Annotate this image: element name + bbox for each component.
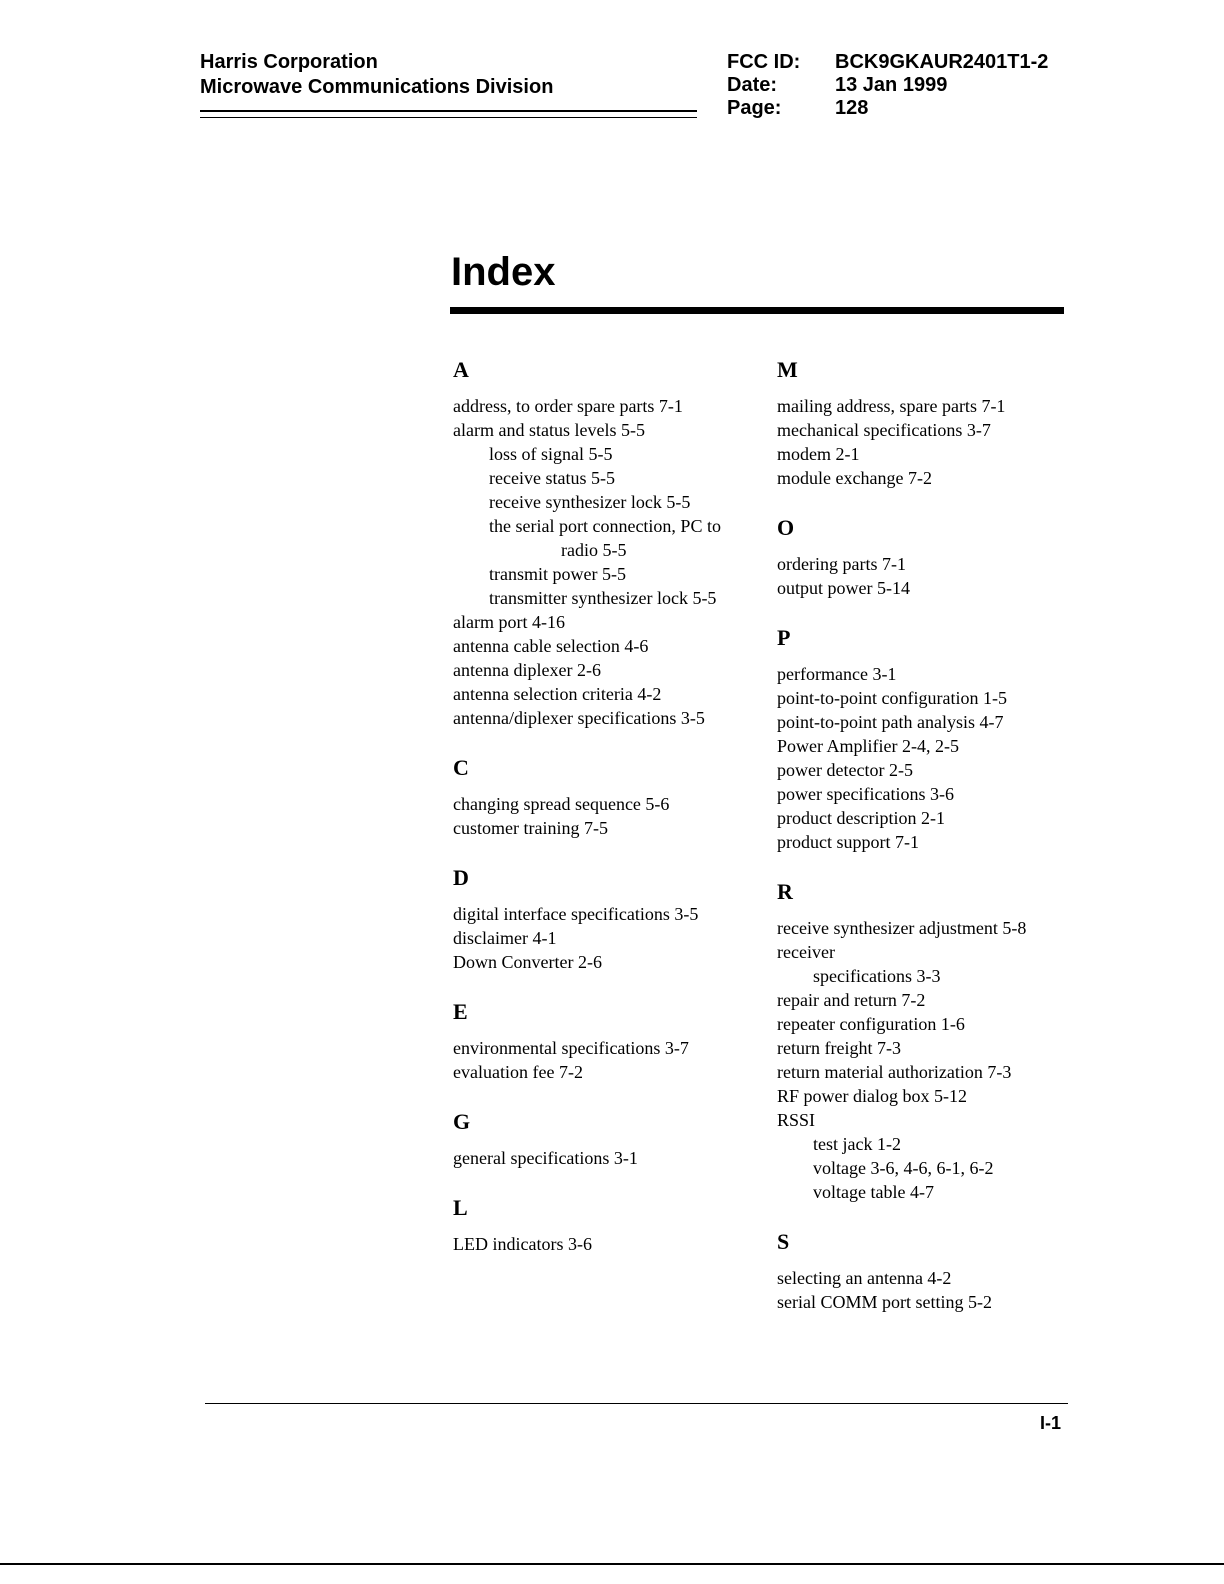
index-entry: address, to order spare parts 7-1 bbox=[453, 396, 683, 416]
company-name: Harris Corporation bbox=[200, 51, 378, 73]
page-number: I-1 bbox=[1040, 1413, 1062, 1433]
index-entry: general specifications 3-1 bbox=[453, 1148, 638, 1168]
index-entry: changing spread sequence 5-6 bbox=[453, 794, 670, 814]
section-letter-c: C bbox=[453, 755, 469, 780]
fcc-row bbox=[727, 51, 1048, 74]
section-letter-a: A bbox=[453, 357, 469, 382]
index-entry: customer training 7-5 bbox=[453, 818, 608, 838]
index-entry: ordering parts 7-1 bbox=[777, 554, 906, 574]
index-entry: mechanical specifications 3-7 bbox=[777, 420, 991, 440]
index-entry: environmental specifications 3-7 bbox=[453, 1038, 689, 1058]
index-column-left bbox=[453, 356, 753, 1256]
index-entry: repeater configuration 1-6 bbox=[777, 1014, 965, 1034]
section-letter-g: G bbox=[453, 1109, 471, 1134]
index-entry: serial COMM port setting 5-2 bbox=[777, 1292, 992, 1312]
index-entry: output power 5-14 bbox=[777, 578, 910, 598]
index-subentry: loss of signal 5-5 bbox=[489, 444, 613, 464]
index-entry: point-to-point configuration 1-5 bbox=[777, 688, 1007, 708]
header-rule bbox=[200, 110, 697, 112]
index-subentry: test jack 1-2 bbox=[813, 1134, 901, 1154]
index-entry: return freight 7-3 bbox=[777, 1038, 901, 1058]
index-entry: product description 2-1 bbox=[777, 808, 945, 828]
section-letter-p: P bbox=[777, 625, 791, 650]
index-entry: disclaimer 4-1 bbox=[453, 928, 557, 948]
index-entry: performance 3-1 bbox=[777, 664, 897, 684]
page-value: 128 bbox=[835, 97, 869, 119]
index-entry: RSSI bbox=[777, 1110, 816, 1130]
index-subentry: transmit power 5-5 bbox=[489, 564, 626, 584]
index-entry: receive synthesizer adjustment 5-8 bbox=[777, 918, 1027, 938]
date-label: Date: bbox=[727, 74, 778, 96]
index-entry: alarm port 4-16 bbox=[453, 612, 565, 632]
index-subentry: transmitter synthesizer lock 5-5 bbox=[489, 588, 717, 608]
index-entry: LED indicators 3-6 bbox=[453, 1234, 592, 1254]
header-left bbox=[200, 50, 553, 100]
index-entry: module exchange 7-2 bbox=[777, 468, 932, 488]
header-rule-thin bbox=[200, 117, 697, 118]
index-subentry: receive status 5-5 bbox=[489, 468, 615, 488]
index-entry: repair and return 7-2 bbox=[777, 990, 926, 1010]
index-entry: selecting an antenna 4-2 bbox=[777, 1268, 952, 1288]
index-entry: power specifications 3-6 bbox=[777, 784, 954, 804]
index-entry: digital interface specifications 3-5 bbox=[453, 904, 699, 924]
section-letter-s: S bbox=[777, 1229, 790, 1254]
page-title: Index bbox=[451, 250, 556, 294]
index-entry: evaluation fee 7-2 bbox=[453, 1062, 583, 1082]
date-value: 13 Jan 1999 bbox=[835, 74, 948, 96]
index-subentry: voltage 3-6, 4-6, 6-1, 6-2 bbox=[813, 1158, 994, 1178]
index-entry: Power Amplifier 2-4, 2-5 bbox=[777, 736, 959, 756]
index-entry: power detector 2-5 bbox=[777, 760, 913, 780]
footer-rule bbox=[205, 1403, 1068, 1404]
title-rule bbox=[450, 307, 1064, 314]
index-subentry: voltage table 4-7 bbox=[813, 1182, 934, 1202]
header-right bbox=[727, 51, 1048, 120]
index-entry: antenna/diplexer specifications 3-5 bbox=[453, 708, 705, 728]
index-entry: mailing address, spare parts 7-1 bbox=[777, 396, 1006, 416]
index-subentry-continuation: radio 5-5 bbox=[561, 540, 627, 560]
index-entry: RF power dialog box 5-12 bbox=[777, 1086, 967, 1106]
index-entry: return material authorization 7-3 bbox=[777, 1062, 1012, 1082]
index-entry: modem 2-1 bbox=[777, 444, 860, 464]
index-entry: alarm and status levels 5-5 bbox=[453, 420, 645, 440]
index-entry: antenna cable selection 4-6 bbox=[453, 636, 649, 656]
scan-edge-rule bbox=[0, 1563, 1224, 1565]
fcc-value: BCK9GKAUR2401T1-2 bbox=[835, 51, 1049, 73]
index-entry: Down Converter 2-6 bbox=[453, 952, 602, 972]
section-letter-r: R bbox=[777, 879, 793, 904]
index-entry: point-to-point path analysis 4-7 bbox=[777, 712, 1004, 732]
index-subentry: receive synthesizer lock 5-5 bbox=[489, 492, 691, 512]
section-letter-l: L bbox=[453, 1195, 468, 1220]
index-subentry: specifications 3-3 bbox=[813, 966, 941, 986]
section-letter-e: E bbox=[453, 999, 468, 1024]
section-letter-d: D bbox=[453, 865, 469, 890]
index-entry: antenna diplexer 2-6 bbox=[453, 660, 601, 680]
page-label: Page: bbox=[727, 97, 782, 119]
index-entry: product support 7-1 bbox=[777, 832, 919, 852]
index-column-right bbox=[777, 356, 1087, 1314]
section-letter-o: O bbox=[777, 515, 795, 540]
date-row bbox=[727, 74, 1048, 97]
division-name: Microwave Communications Division bbox=[200, 76, 554, 98]
index-subentry: the serial port connection, PC to bbox=[489, 516, 721, 536]
index-entry: antenna selection criteria 4-2 bbox=[453, 684, 662, 704]
fcc-label: FCC ID: bbox=[727, 51, 801, 73]
section-letter-m: M bbox=[777, 357, 798, 382]
index-entry: receiver bbox=[777, 942, 835, 962]
page-row bbox=[727, 97, 1048, 120]
